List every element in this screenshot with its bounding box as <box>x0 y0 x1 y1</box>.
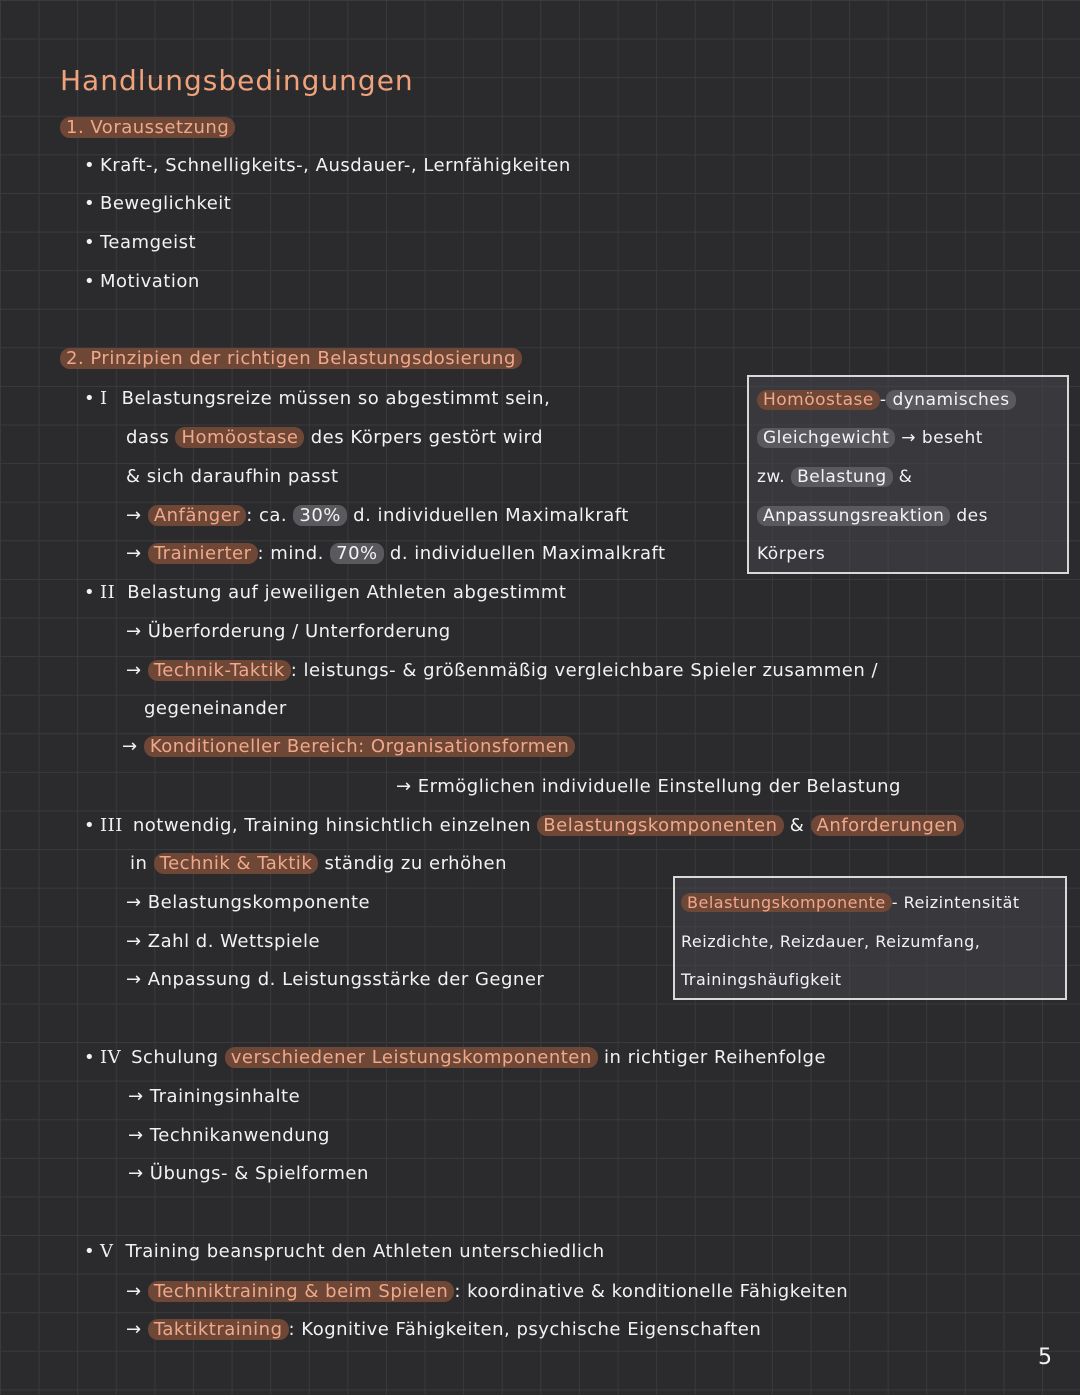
box1-line3: zw. Belastung & <box>757 467 913 487</box>
principle-3-line2: in Technik & Taktik ständig zu erhöhen <box>130 853 507 874</box>
section2-heading: 2. Prinzipien der richtigen Belastungsdosierung <box>60 347 522 371</box>
principle-3-line4: → Zahl d. Wettspiele <box>126 931 321 952</box>
principle-1-line1: • I Belastungsreize müssen so abgestimmt sein, <box>84 388 551 409</box>
principle-1-line2: dass Homöostase des Körpers gestört wird <box>126 427 543 448</box>
principle-5-line2: → Techniktraining & beim Spielen : koordinative & konditionelle Fähigkeiten <box>126 1281 849 1302</box>
box2-line3: Trainingshäufigkeit <box>681 970 842 989</box>
principle-2-line3: → Technik-Taktik : leistungs- & größenmäßig vergleichbare Spieler zusammen / <box>126 660 879 681</box>
principle-5-line1: • V Training beansprucht den Athleten unterschiedlich <box>84 1241 605 1262</box>
box1-line5: Körpers <box>757 544 826 564</box>
page-title: Handlungsbedingungen <box>60 64 414 97</box>
section1-item: • Teamgeist <box>84 232 197 253</box>
principle-2-line2: → Überforderung / Unterforderung <box>126 621 451 642</box>
principle-4-line1: • IV Schulung verschiedener Leistungskomponenten in richtiger Reihenfolge <box>84 1047 827 1068</box>
box1-line2: Gleichgewicht → beseht <box>757 426 983 450</box>
box2-line2: Reizdichte, Reizdauer, Reizumfang, <box>681 932 981 951</box>
principle-2-line5: → Konditioneller Bereich: Organisationsformen <box>122 735 575 759</box>
belastungskomponente-box <box>673 876 1067 1000</box>
section1-item: • Kraft-, Schnelligkeits-, Ausdauer-, Lernfähigkeiten <box>84 155 571 176</box>
box1-line4: Anpassungsreaktion des <box>757 504 988 528</box>
section1-heading: 1. Voraussetzung <box>60 116 235 140</box>
principle-4-line2: → Trainingsinhalte <box>128 1086 301 1107</box>
principle-2-line1: • II Belastung auf jeweiligen Athleten abgestimmt <box>84 582 567 603</box>
principle-1-line4: → Anfänger : ca. 30% d. individuellen Maximalkraft <box>126 505 629 526</box>
box1-line1: Homöostase - dynamisches <box>757 388 1016 412</box>
section1-item: • Motivation <box>84 271 200 292</box>
page-number: 5 <box>1038 1345 1052 1370</box>
section1-item: • Beweglichkeit <box>84 193 232 214</box>
principle-2-line4: gegeneinander <box>144 698 287 719</box>
principle-4-line4: → Übungs- & Spielformen <box>128 1163 369 1184</box>
principle-2-line6: → Ermöglichen individuelle Einstellung der Belastung <box>396 776 901 797</box>
principle-3-line1: • III notwendig, Training hinsichtlich einzelnen Belastungskomponenten & Anforderungen <box>84 814 964 838</box>
homoeostase-box <box>747 375 1069 574</box>
principle-5-line3: → Taktiktraining : Kognitive Fähigkeiten, psychische Eigenschaften <box>126 1319 762 1340</box>
principle-3-line5: → Anpassung d. Leistungsstärke der Gegner <box>126 969 545 990</box>
principle-3-line3: → Belastungskomponente <box>126 892 371 913</box>
principle-1-line5: → Trainierter : mind. 70% d. individuellen Maximalkraft <box>126 543 666 564</box>
box2-line1: Belastungskomponente - Reizintensität <box>681 891 1020 915</box>
principle-4-line3: → Technikanwendung <box>128 1125 330 1146</box>
principle-1-line3: & sich daraufhin passt <box>126 466 339 487</box>
